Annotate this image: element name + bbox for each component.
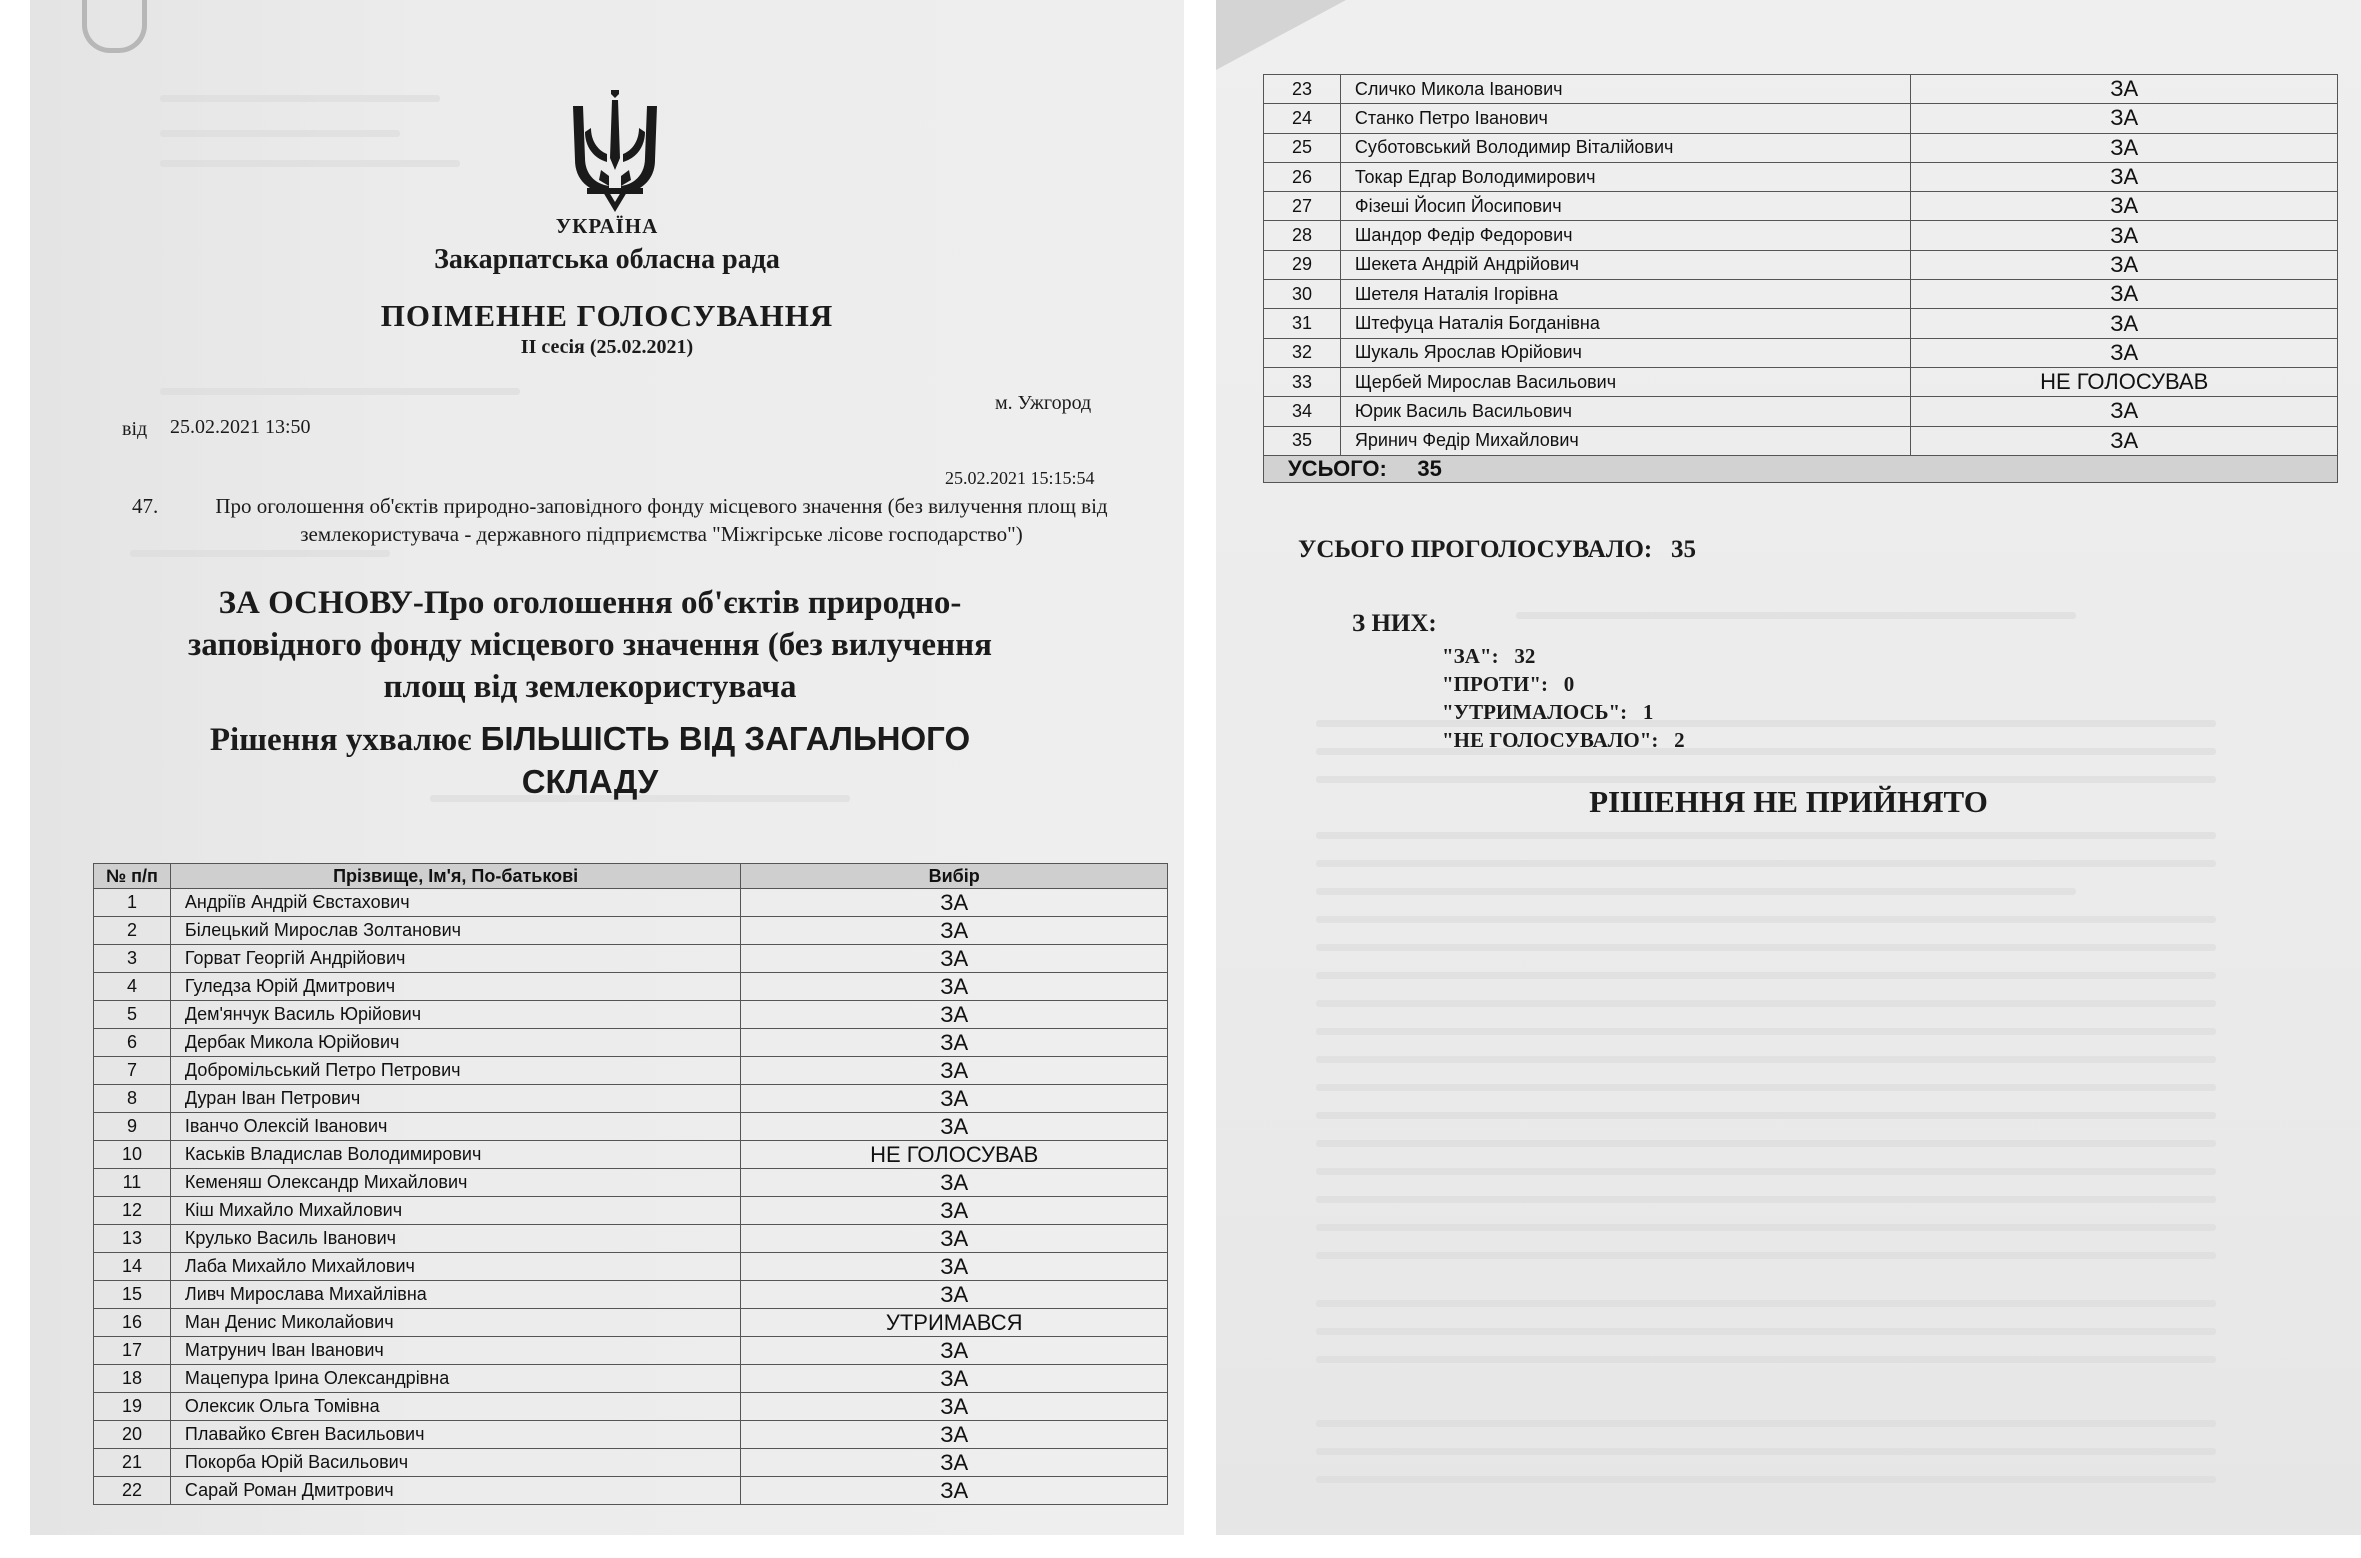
row-name: Крулько Василь Іванович	[170, 1225, 740, 1253]
row-vote: ЗА	[741, 1113, 1168, 1141]
row-name: Кіш Михайло Михайлович	[170, 1197, 740, 1225]
row-number: 2	[94, 917, 171, 945]
row-name: Шетеля Наталія Ігорівна	[1340, 280, 1910, 309]
council-name: Закарпатська обласна рада	[434, 244, 780, 275]
end-datetime: 25.02.2021 15:15:54	[945, 468, 1095, 488]
show-through-text	[1316, 1448, 2216, 1455]
table-row	[94, 945, 1168, 973]
row-vote: ЗА	[741, 1029, 1168, 1057]
show-through-text	[1316, 1168, 2216, 1175]
stat-not-voted	[1442, 728, 1685, 753]
show-through-text	[1316, 860, 2216, 867]
table-header-row	[94, 864, 1168, 889]
row-name: Штефуца Наталія Богданівна	[1340, 309, 1910, 338]
row-number: 28	[1264, 221, 1341, 250]
votes-table-part-1	[93, 863, 1168, 1505]
stat-against-value: 0	[1563, 672, 1575, 696]
row-vote: ЗА	[741, 1169, 1168, 1197]
row-number: 12	[94, 1197, 171, 1225]
row-vote: ЗА	[741, 889, 1168, 917]
row-vote: ЗА	[1911, 133, 2338, 162]
table-row	[1264, 250, 2338, 279]
row-vote: ЗА	[741, 917, 1168, 945]
row-vote: ЗА	[1911, 250, 2338, 279]
row-vote: ЗА	[1911, 75, 2338, 104]
total-voted-value: 35	[1671, 536, 1696, 563]
row-name: Плавайко Євген Васильович	[170, 1421, 740, 1449]
stat-against-label: "ПРОТИ":	[1442, 672, 1549, 696]
row-number: 32	[1264, 338, 1341, 367]
row-vote: ЗА	[1911, 280, 2338, 309]
row-vote: ЗА	[741, 1421, 1168, 1449]
show-through-text	[1316, 1476, 2216, 1483]
table-total-cell	[1264, 455, 2338, 482]
from-datetime: 25.02.2021 13:50	[170, 416, 311, 438]
show-through-text	[1316, 1356, 2216, 1363]
show-through-text	[1316, 1196, 2216, 1203]
table-row	[1264, 338, 2338, 367]
row-vote: ЗА	[1911, 221, 2338, 250]
row-number: 19	[94, 1393, 171, 1421]
row-vote: ЗА	[1911, 162, 2338, 191]
row-number: 7	[94, 1057, 171, 1085]
show-through-text	[1316, 916, 2216, 923]
row-vote: ЗА	[1911, 338, 2338, 367]
row-name: Олексик Ольга Томівна	[170, 1393, 740, 1421]
row-name: Суботовський Володимир Віталійович	[1340, 133, 1910, 162]
row-vote: НЕ ГОЛОСУВАВ	[1911, 367, 2338, 396]
paper-clip	[82, 0, 147, 53]
table-row	[94, 1225, 1168, 1253]
table-row	[94, 1281, 1168, 1309]
row-name: Кеменяш Олександр Михайлович	[170, 1169, 740, 1197]
row-number: 25	[1264, 133, 1341, 162]
row-number: 20	[94, 1421, 171, 1449]
row-number: 27	[1264, 192, 1341, 221]
row-vote: ЗА	[741, 1365, 1168, 1393]
row-number: 34	[1264, 397, 1341, 426]
row-number: 5	[94, 1001, 171, 1029]
show-through-text	[1316, 776, 2216, 783]
table-row	[1264, 104, 2338, 133]
agenda-item-text: Про оголошення об'єктів природно-заповідного фонду місцевого значення (без вилучення площ від землекористувача - державного підприємства "Міжгірське лісове господарство")	[215, 494, 1108, 546]
table-row	[94, 1253, 1168, 1281]
row-name: Іванчо Олексій Іванович	[170, 1113, 740, 1141]
row-name: Мацепура Ірина Олександрівна	[170, 1365, 740, 1393]
show-through-text	[1316, 944, 2216, 951]
column-header-number: № п/п	[94, 864, 171, 889]
table-row	[1264, 162, 2338, 191]
row-vote: ЗА	[741, 1225, 1168, 1253]
show-through-text	[1316, 1140, 2216, 1147]
session-label: II сесія (25.02.2021)	[520, 336, 694, 358]
table-row	[94, 1057, 1168, 1085]
show-through-text	[160, 388, 520, 395]
row-vote: ЗА	[1911, 104, 2338, 133]
decision-result: РІШЕННЯ НЕ ПРИЙНЯТО	[1589, 784, 1988, 819]
row-number: 18	[94, 1365, 171, 1393]
row-name: Горват Георгій Андрійович	[170, 945, 740, 973]
show-through-text	[1316, 832, 2216, 839]
row-number: 3	[94, 945, 171, 973]
document-page-left	[30, 0, 1184, 1535]
show-through-text	[1316, 1300, 2216, 1307]
table-row	[1264, 426, 2338, 455]
show-through-text	[1316, 1056, 2216, 1063]
row-name: Андріїв Андрій Євстахович	[170, 889, 740, 917]
row-vote: ЗА	[1911, 426, 2338, 455]
agenda-item-number: 47.	[132, 494, 159, 518]
row-name: Каськів Владислав Володимирович	[170, 1141, 740, 1169]
table-row	[94, 1449, 1168, 1477]
row-name: Дуран Іван Петрович	[170, 1085, 740, 1113]
row-name: Шекета Андрій Андрійович	[1340, 250, 1910, 279]
show-through-text	[130, 550, 390, 557]
table-row	[94, 1393, 1168, 1421]
row-name: Фізеші Йосип Йосипович	[1340, 192, 1910, 221]
stat-abstained-label: "УТРИМАЛОСЬ":	[1442, 700, 1628, 724]
row-vote: ЗА	[741, 1197, 1168, 1225]
stat-for	[1442, 644, 1535, 669]
row-number: 10	[94, 1141, 171, 1169]
row-vote: ЗА	[1911, 397, 2338, 426]
row-name: Добромільський Петро Петрович	[170, 1057, 740, 1085]
row-vote: УТРИМАВСЯ	[741, 1309, 1168, 1337]
total-voted	[1298, 536, 1696, 564]
show-through-text	[1316, 1252, 2216, 1259]
row-number: 31	[1264, 309, 1341, 338]
row-number: 30	[1264, 280, 1341, 309]
column-header-name: Прізвище, Ім'я, По-батькові	[170, 864, 740, 889]
row-name: Сарай Роман Дмитрович	[170, 1477, 740, 1505]
row-name: Юрик Василь Васильович	[1340, 397, 1910, 426]
table-row	[1264, 192, 2338, 221]
table-row	[1264, 367, 2338, 396]
show-through-text	[1316, 1084, 2216, 1091]
row-vote: ЗА	[741, 1253, 1168, 1281]
show-through-text	[1316, 1028, 2216, 1035]
row-vote: ЗА	[741, 1449, 1168, 1477]
row-number: 13	[94, 1225, 171, 1253]
row-number: 1	[94, 889, 171, 917]
stat-abstained	[1442, 700, 1653, 725]
row-number: 29	[1264, 250, 1341, 279]
table-row	[94, 1421, 1168, 1449]
row-number: 35	[1264, 426, 1341, 455]
row-number: 17	[94, 1337, 171, 1365]
show-through-text	[1316, 1224, 2216, 1231]
coat-of-arms-icon	[565, 88, 665, 216]
row-number: 33	[1264, 367, 1341, 396]
stat-abstained-value: 1	[1642, 700, 1654, 724]
show-through-text	[1316, 1328, 2216, 1335]
show-through-text	[160, 95, 440, 102]
stat-not-voted-value: 2	[1674, 728, 1685, 752]
document-page-right	[1216, 0, 2361, 1535]
stat-not-voted-label: "НЕ ГОЛОСУВАЛО":	[1442, 728, 1659, 752]
decision-rule-lead: Рішення ухвалює	[209, 722, 472, 758]
row-vote: ЗА	[1911, 192, 2338, 221]
row-number: 16	[94, 1309, 171, 1337]
stat-for-value: 32	[1514, 644, 1536, 668]
row-vote: НЕ ГОЛОСУВАВ	[741, 1141, 1168, 1169]
page-fold-shadow	[1216, 0, 1346, 80]
table-row	[94, 1141, 1168, 1169]
row-vote: ЗА	[741, 1057, 1168, 1085]
row-number: 26	[1264, 162, 1341, 191]
table-row	[1264, 75, 2338, 104]
show-through-text	[1316, 1420, 2216, 1427]
row-number: 9	[94, 1113, 171, 1141]
table-row	[94, 1001, 1168, 1029]
row-name: Білецький Мирослав Золтанович	[170, 917, 740, 945]
row-name: Лаба Михайло Михайлович	[170, 1253, 740, 1281]
stat-for-label: "ЗА":	[1442, 644, 1499, 668]
row-number: 21	[94, 1449, 171, 1477]
table-row	[1264, 221, 2338, 250]
decision-rule-heading	[180, 718, 1000, 803]
table-row	[94, 1477, 1168, 1505]
row-name: Ман Денис Миколайович	[170, 1309, 740, 1337]
total-voted-label: УСЬОГО ПРОГОЛОСУВАЛО:	[1298, 536, 1653, 563]
row-name: Матрунич Іван Іванович	[170, 1337, 740, 1365]
table-row	[94, 973, 1168, 1001]
row-name: Дем'янчук Василь Юрійович	[170, 1001, 740, 1029]
table-row	[94, 1197, 1168, 1225]
row-number: 23	[1264, 75, 1341, 104]
row-vote: ЗА	[741, 1001, 1168, 1029]
show-through-text	[1316, 888, 2076, 895]
table-row	[94, 1309, 1168, 1337]
show-through-text	[160, 160, 460, 167]
row-number: 14	[94, 1253, 171, 1281]
row-name: Станко Петро Іванович	[1340, 104, 1910, 133]
table-total-value: 35	[1417, 455, 1442, 481]
row-name: Яринич Федір Михайлович	[1340, 426, 1910, 455]
stat-against	[1442, 672, 1574, 697]
country-name: УКРАЇНА	[555, 214, 659, 238]
table-row	[1264, 397, 2338, 426]
vote-basis-heading: ЗА ОСНОВУ-Про оголошення об'єктів природно-заповідного фонду місцевого значення (без вилучення площ від землекористувача	[188, 585, 992, 705]
show-through-text	[1516, 612, 2076, 619]
column-header-choice: Вибір	[741, 864, 1168, 889]
table-row	[94, 1169, 1168, 1197]
row-vote: ЗА	[1911, 309, 2338, 338]
table-row	[1264, 133, 2338, 162]
show-through-text	[1316, 1112, 2216, 1119]
row-vote: ЗА	[741, 973, 1168, 1001]
row-number: 15	[94, 1281, 171, 1309]
row-number: 4	[94, 973, 171, 1001]
from-label: від	[122, 418, 148, 440]
row-name: Гуледза Юрій Дмитрович	[170, 973, 740, 1001]
table-row	[1264, 309, 2338, 338]
show-through-text	[1316, 972, 2216, 979]
row-name: Сличко Микола Іванович	[1340, 75, 1910, 104]
show-through-text	[160, 130, 400, 137]
row-number: 11	[94, 1169, 171, 1197]
row-vote: ЗА	[741, 1477, 1168, 1505]
row-name: Шукаль Ярослав Юрійович	[1340, 338, 1910, 367]
row-vote: ЗА	[741, 945, 1168, 973]
table-row	[1264, 280, 2338, 309]
table-row	[94, 917, 1168, 945]
row-number: 8	[94, 1085, 171, 1113]
row-vote: ЗА	[741, 1393, 1168, 1421]
row-name: Щербей Мирослав Васильович	[1340, 367, 1910, 396]
table-row	[94, 1337, 1168, 1365]
table-row	[94, 1113, 1168, 1141]
row-number: 22	[94, 1477, 171, 1505]
row-name: Покорба Юрій Васильович	[170, 1449, 740, 1477]
city-label: м. Ужгород	[995, 392, 1092, 414]
row-number: 6	[94, 1029, 171, 1057]
table-row	[94, 1085, 1168, 1113]
of-them-label: З НИХ:	[1352, 610, 1437, 637]
row-vote: ЗА	[741, 1281, 1168, 1309]
row-name: Дербак Микола Юрійович	[170, 1029, 740, 1057]
table-row	[94, 1365, 1168, 1393]
document-title: ПОІМЕННЕ ГОЛОСУВАННЯ	[380, 298, 834, 333]
table-row	[94, 889, 1168, 917]
table-total-row	[1264, 455, 2338, 482]
row-name: Ливч Мирослава Михайлівна	[170, 1281, 740, 1309]
row-name: Шандор Федір Федорович	[1340, 221, 1910, 250]
row-name: Токар Едгар Володимирович	[1340, 162, 1910, 191]
row-vote: ЗА	[741, 1085, 1168, 1113]
table-total-label: УСЬОГО:	[1288, 455, 1387, 481]
votes-table-part-2	[1263, 74, 2338, 483]
show-through-text	[1316, 1000, 2216, 1007]
table-row	[94, 1029, 1168, 1057]
row-vote: ЗА	[741, 1337, 1168, 1365]
decision-rule-majority: БІЛЬШІСТЬ ВІД ЗАГАЛЬНОГО СКЛАДУ	[480, 720, 971, 800]
row-number: 24	[1264, 104, 1341, 133]
